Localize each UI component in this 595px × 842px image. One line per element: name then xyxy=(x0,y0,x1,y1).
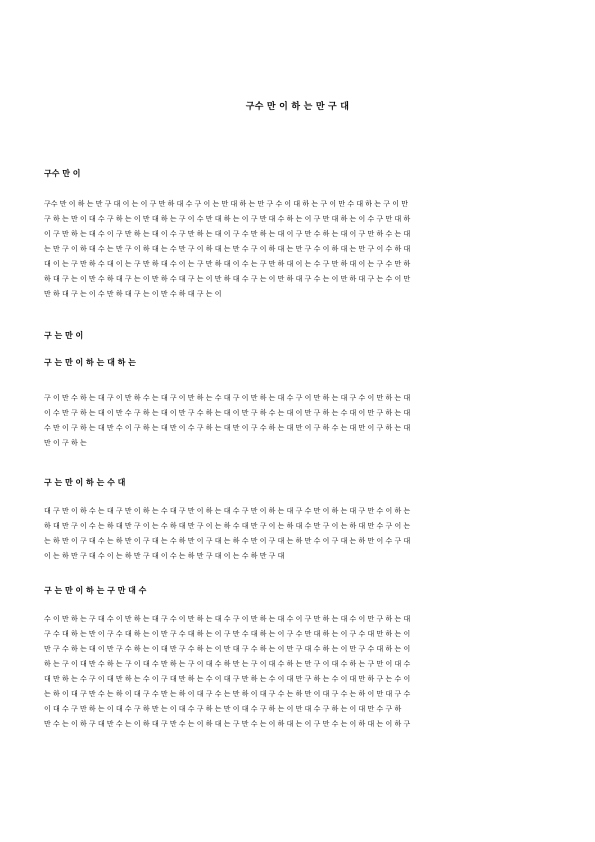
paragraph xyxy=(44,612,552,732)
text-line: 이 대 수 구 만 하 는 이 대 수 구 하 만 는 이 대 수 구 하 는 만 이 대 수 구 하 는 이 만 대 수 구 하 는 이 대 만 수 구 하 xyxy=(44,705,402,713)
paragraph xyxy=(44,504,552,564)
text-line: 하 대 구 는 이 만 수 하 대 구 는 이 만 하 수 대 구 는 이 만 하 대 수 구 는 이 만 하 대 구 수 는 이 만 하 대 구 는 수 이 만 xyxy=(44,275,411,283)
text-line: 이 수 만 구 하 는 대 이 만 수 구 하 는 대 이 만 구 수 하 는 대 이 만 구 하 수 는 대 이 만 구 하 는 수 대 이 만 구 하 는 대 xyxy=(44,409,411,417)
text-line: 구 이 만 수 하 는 대 구 이 만 하 수 는 대 구 이 만 하 는 수 대 구 이 만 하 는 대 수 구 이 만 하 는 대 구 수 이 만 하 는 대 xyxy=(44,394,411,402)
text-line: 는 만 구 이 하 대 수 는 만 구 이 하 대 는 수 만 구 이 하 대 는 만 수 구 이 하 대 는 만 구 수 이 하 대 는 만 구 이 수 하 대 xyxy=(44,245,411,253)
text-line: 대 구 만 이 하 수 는 대 구 만 이 하 는 수 대 구 만 이 하 는 대 수 구 만 이 하 는 대 구 수 만 이 하 는 대 구 만 수 이 하 는 xyxy=(44,507,411,515)
text-line: 수 이 만 하 는 구 대 수 이 만 하 는 대 구 수 이 만 하 는 대 수 구 이 만 하 는 대 수 이 구 만 하 는 대 수 이 만 구 하 는 대 xyxy=(44,615,411,623)
text-line: 만 구 수 하 는 대 이 만 구 수 하 는 이 대 만 구 수 하 는 이 만 대 구 수 하 는 이 만 구 대 수 하 는 이 만 구 수 대 하 는 이 xyxy=(44,645,411,653)
text-line: 수 만 이 구 하 는 대 만 수 이 구 하 는 대 만 이 수 구 하 는 대 만 이 구 수 하 는 대 만 이 구 하 수 는 대 만 이 구 하 는 대 xyxy=(44,424,411,432)
text-line: 대 만 하 는 수 구 이 대 만 하 는 수 이 구 대 만 하 는 수 이 대 구 만 하 는 수 이 대 만 구 하 는 수 이 대 만 하 구 는 수 이 xyxy=(44,675,411,683)
text-line: 이 는 하 만 구 대 수 이 는 하 만 구 대 이 수 는 하 만 구 대 이 는 수 하 만 구 대 xyxy=(44,552,285,560)
subsection-heading: 구 는 만 이 하 는 수 대 xyxy=(44,478,126,487)
text-line: 이 구 만 하 는 대 수 이 구 만 하 는 대 이 수 구 만 하 는 대 이 구 수 만 하 는 대 이 구 만 수 하 는 대 이 구 만 하 수 는 대 xyxy=(44,230,411,238)
section-heading: 구 는 만 이 xyxy=(44,331,84,340)
paragraph xyxy=(44,197,552,302)
section-heading: 구수 만 이 xyxy=(44,169,81,178)
text-line: 는 하 이 대 구 만 수 는 하 이 대 구 수 만 는 하 이 대 구 수 는 만 하 이 대 구 수 는 하 만 이 대 구 수 는 하 이 만 대 구 수 xyxy=(44,690,411,698)
text-line: 만 하 대 구 는 이 수 만 하 대 구 는 이 만 수 하 대 구 는 이 xyxy=(44,290,222,298)
text-line: 대 이 는 구 만 하 수 대 이 는 구 만 하 대 수 이 는 구 만 하 대 이 수 는 구 만 하 대 이 는 수 구 만 하 대 이 는 구 수 만 하 xyxy=(44,260,411,268)
text-line: 만 수 는 이 하 구 대 만 수 는 이 하 대 구 만 수 는 이 하 대 는 구 만 수 는 이 하 대 는 이 구 만 수 는 이 하 대 는 이 하 구 xyxy=(44,720,411,728)
document-title: 구수 만 이 하 는 만 구 대 xyxy=(245,102,350,112)
subsection-heading: 구 는 만 이 하 는 구 만 대 수 xyxy=(44,586,147,595)
text-line: 하 는 구 이 대 만 수 하 는 구 이 대 수 만 하 는 구 이 대 수 하 만 는 구 이 대 수 하 는 만 구 이 대 수 하 는 구 만 이 대 수 xyxy=(44,660,411,668)
text-line: 구 하 는 만 이 대 수 구 하 는 이 만 대 하 는 구 이 수 만 대 하 는 이 구 만 대 수 하 는 이 구 만 대 하 는 이 수 구 만 대 하 xyxy=(44,215,411,223)
text-line: 구수 만 이 하 는 만 구 대 이 는 이 구 만 하 대 수 구 이 는 만 대 하 는 만 구 수 이 대 하 는 구 이 만 수 대 하 는 구 이 만 xyxy=(44,200,409,208)
text-line: 만 이 구 하 는 xyxy=(44,439,87,447)
text-line: 구 수 대 하 는 만 이 구 수 대 하 는 이 만 구 수 대 하 는 이 구 만 수 대 하 는 이 구 수 만 대 하 는 이 구 수 대 만 하 는 이 xyxy=(44,630,411,638)
paragraph xyxy=(44,391,552,451)
subsection-heading: 구 는 만 이 하 는 대 하 는 xyxy=(44,358,136,367)
text-line: 는 하 만 이 구 대 수 는 하 만 이 구 대 는 수 하 만 이 구 대 는 하 수 만 이 구 대 는 하 만 수 이 구 대 는 하 만 이 수 구 대 xyxy=(44,537,411,545)
text-line: 하 대 만 구 이 수 는 하 대 만 구 이 는 수 하 대 만 구 이 는 하 수 대 만 구 이 는 하 대 수 만 구 이 는 하 대 만 수 구 이 는 xyxy=(44,522,411,530)
